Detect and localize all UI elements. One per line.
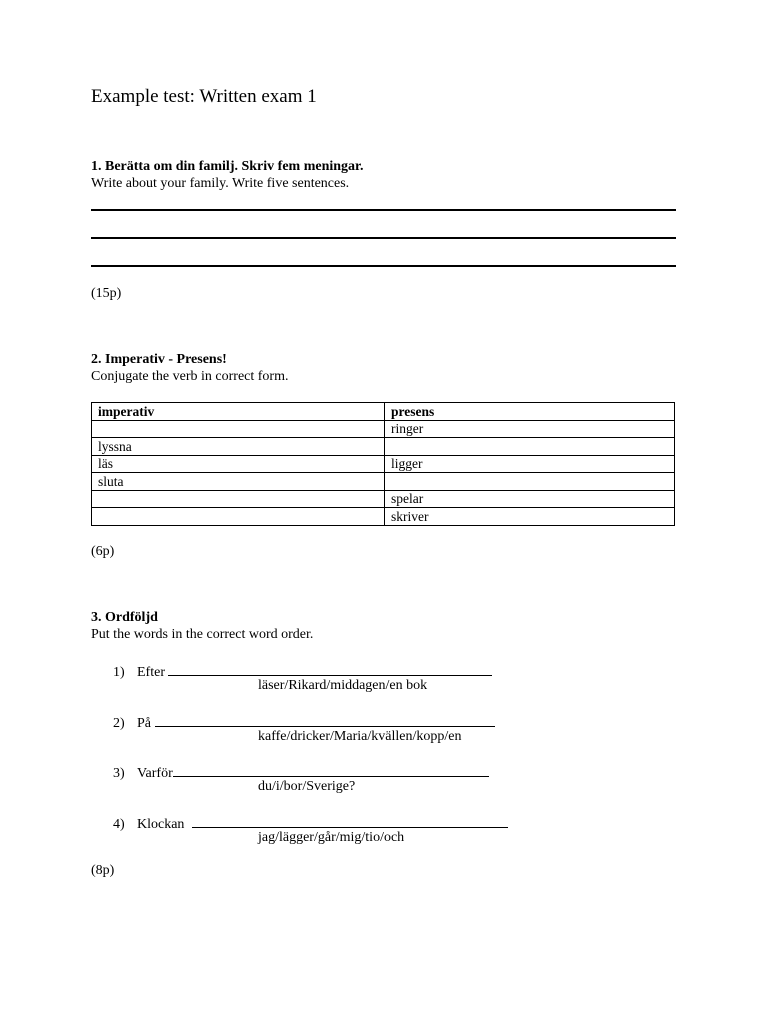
item-start-word: Efter: [137, 665, 165, 680]
cell-imperativ: sluta: [92, 473, 385, 491]
table-header-row: [92, 403, 675, 421]
cell-presens: skriver: [385, 508, 675, 526]
item-number: 4): [113, 817, 125, 832]
item-start-word: Varför: [137, 766, 173, 781]
table-row: [92, 420, 675, 438]
page-title: Example test: Written exam 1: [91, 86, 317, 107]
q3-points: (8p): [91, 863, 115, 878]
header-imperativ: imperativ: [92, 403, 385, 421]
table-row: [92, 438, 675, 456]
answer-blank[interactable]: [192, 813, 508, 828]
order-words-3: du/i/bor/Sverige?: [258, 779, 356, 794]
table-row: [92, 455, 675, 473]
q2-instruction: Conjugate the verb in correct form.: [91, 369, 289, 384]
item-start-word: På: [137, 716, 151, 731]
cell-imperativ: läs: [92, 455, 385, 473]
answer-line-3[interactable]: [91, 265, 676, 267]
answer-blank[interactable]: [168, 661, 492, 676]
answer-line-2[interactable]: [91, 237, 676, 239]
order-words-1: läser/Rikard/middagen/en bok: [258, 678, 428, 693]
order-words-4: jag/lägger/går/mig/tio/och: [258, 830, 405, 845]
cell-imperativ[interactable]: [92, 420, 385, 438]
q1-points: (15p): [91, 286, 122, 301]
q1-instruction: Write about your family. Write five sentences.: [91, 176, 350, 191]
item-number: 1): [113, 665, 125, 680]
q3-heading: 3. Ordföljd: [91, 610, 158, 625]
cell-imperativ[interactable]: [92, 490, 385, 508]
q3-instruction: Put the words in the correct word order.: [91, 627, 314, 642]
answer-blank[interactable]: [173, 762, 489, 777]
cell-presens: ligger: [385, 455, 675, 473]
answer-blank[interactable]: [155, 712, 495, 727]
table-row: [92, 490, 675, 508]
header-presens: presens: [385, 403, 675, 421]
table-row: [92, 508, 675, 526]
cell-imperativ: lyssna: [92, 438, 385, 456]
conjugation-table: [91, 402, 675, 526]
answer-line-1[interactable]: [91, 209, 676, 211]
item-start-word: Klockan: [137, 817, 185, 832]
q2-heading: 2. Imperativ - Presens!: [91, 352, 227, 367]
table-row: [92, 473, 675, 491]
order-words-2: kaffe/dricker/Maria/kvällen/kopp/en: [258, 729, 462, 744]
q1-heading: 1. Berätta om din familj. Skriv fem meningar.: [91, 159, 364, 174]
item-number: 3): [113, 766, 125, 781]
cell-presens: spelar: [385, 490, 675, 508]
cell-presens[interactable]: [385, 438, 675, 456]
cell-imperativ[interactable]: [92, 508, 385, 526]
q2-points: (6p): [91, 544, 115, 559]
cell-presens[interactable]: [385, 473, 675, 491]
item-number: 2): [113, 716, 125, 731]
cell-presens: ringer: [385, 420, 675, 438]
